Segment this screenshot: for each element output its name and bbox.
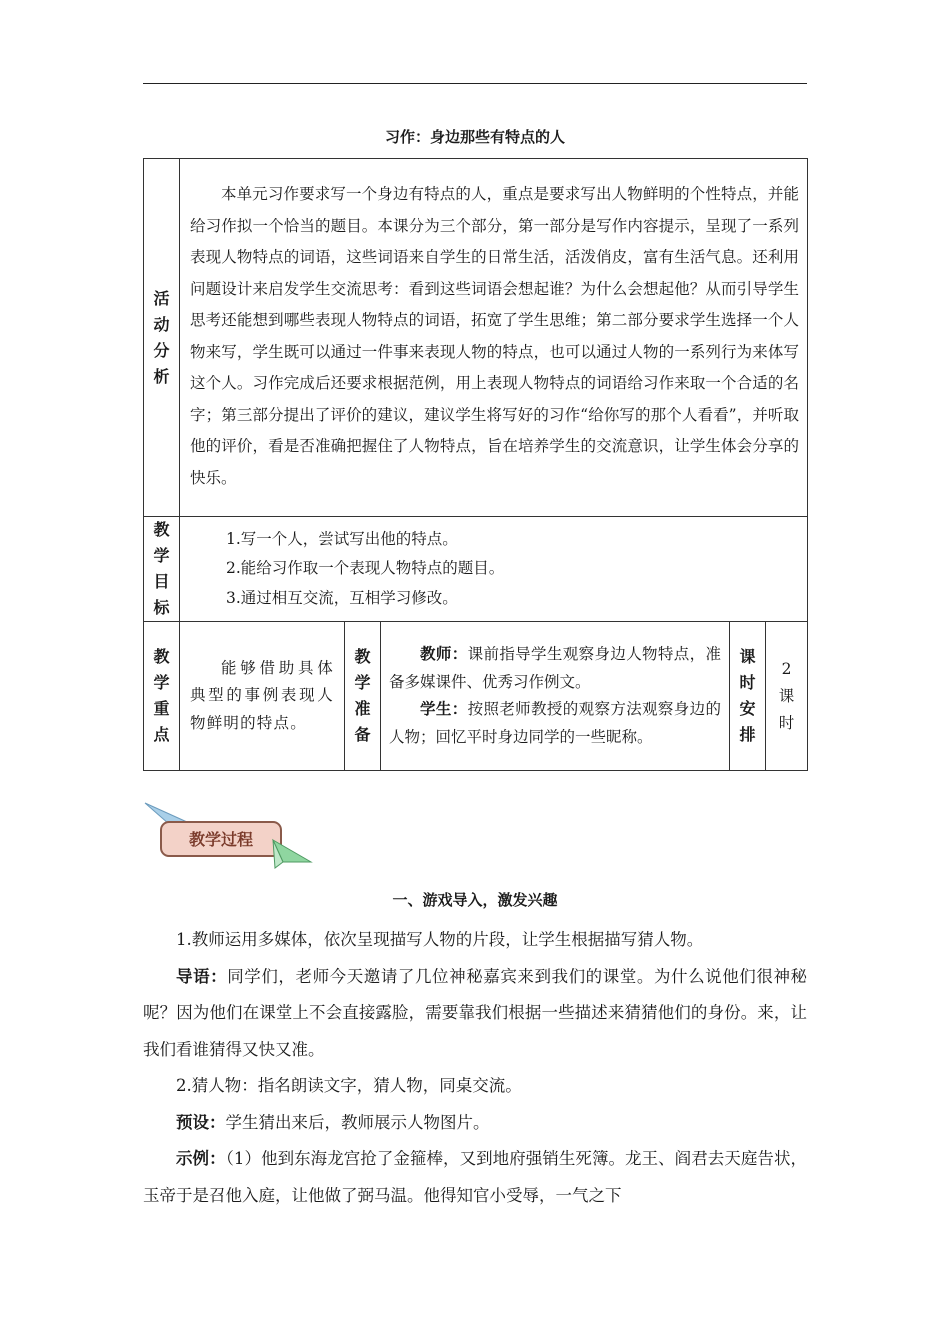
table-row-focus xyxy=(144,622,808,771)
hours-value: 2 课 时 xyxy=(766,622,808,771)
goal-item: 3.通过相互交流，互相学习修改。 xyxy=(226,588,458,607)
paragraph: 预设：学生猜出来后，教师展示人物图片。 xyxy=(176,1112,490,1132)
prep-teacher-label: 教师： xyxy=(420,645,468,663)
prep-student-text: 按照老师教授的观察方法观察身边的人物；回忆平时身边同学的一些昵称。 xyxy=(389,700,721,746)
body-text xyxy=(143,922,807,1214)
goal-item: 2.能给习作取一个表现人物特点的题目。 xyxy=(226,559,505,578)
header-rule xyxy=(143,83,807,84)
prep-teacher-text: 课前指导学生观察身边人物特点，准备多媒课件、优秀习作例文。 xyxy=(389,645,721,691)
document-title: 习作：身边那些有特点的人 xyxy=(384,128,565,146)
goals-list xyxy=(180,517,808,622)
focus-label: 教 学 重 点 xyxy=(144,622,180,771)
goal-item: 1.写一个人，尝试写出他的特点。 xyxy=(226,529,458,548)
analysis-text: 本单元习作要求写一个身边有特点的人，重点是要求写出人物鲜明的个性特点，并能给习作拟一个恰当的题目。本课分为三个部分，第一部分是写作内容提示，呈现了一系列表现人物特点的词语，这些词语来自学生的日常生活，活泼俏皮，富有生活气息。还利用问题设计来启发学生交流思考：看到这些词语会想起谁？为什么会想起他？从而引导学生思考还能想到哪些表现人物特点的词语，拓宽了学生思维；第二部分要求学生选择一个人物来写，学生既可以通过一件事来表现人物的特点，也可以通过人物的一系列行为来体写这个人。习作完成后还要求根据范例，用上表现人物特点的词语给习作来取一个合适的名字；第三部分提出了评价的建议，建议学生将写好的习作“给你写的那个人看看”，并听取他的评价，看是否准确把握住了人物特点，旨在培养学生的交流意识，让学生体会分享的快乐。 xyxy=(180,159,808,517)
analysis-label: 活 动 分 析 xyxy=(144,159,180,517)
paragraph: 导语：同学们，老师今天邀请了几位神秘嘉宾来到我们的课堂。为什么说他们很神秘呢？因为他们在课堂上不会直接露脸，需要靠我们根据一些描述来猜猜他们的身份。来，让我们看谁猜得又快又准。 xyxy=(143,966,808,1059)
table-row-analysis xyxy=(144,159,808,517)
banner-label: 教学过程 xyxy=(188,830,254,849)
prep-label: 教 学 准 备 xyxy=(345,622,381,771)
section-title: 一、游戏导入，激发兴趣 xyxy=(392,891,558,909)
paragraph: 示例：（1）他到东海龙宫抢了金箍棒，又到地府强销生死簿。龙王、阎君去天庭告状，玉帝于是召他入庭，让他做了弼马温。他得知官小受辱，一气之下 xyxy=(143,1149,808,1205)
teaching-process-banner xyxy=(143,800,313,870)
prep-text xyxy=(381,622,730,771)
paragraph: 1.教师运用多媒体，依次呈现描写人物的片段，让学生根据描写猜人物。 xyxy=(176,930,704,949)
focus-text: 能够借助具体典型的事例表现人物鲜明的特点。 xyxy=(180,622,345,771)
hours-label: 课 时 安 排 xyxy=(730,622,766,771)
table-row-goals xyxy=(144,517,808,622)
prep-student-label: 学生： xyxy=(420,700,468,718)
paragraph: 2.猜人物：指名朗读文字，猜人物，同桌交流。 xyxy=(176,1076,522,1095)
lesson-plan-table xyxy=(143,158,808,771)
paper-plane-blue-icon xyxy=(145,803,187,824)
goals-label: 教 学 目 标 xyxy=(144,517,180,622)
